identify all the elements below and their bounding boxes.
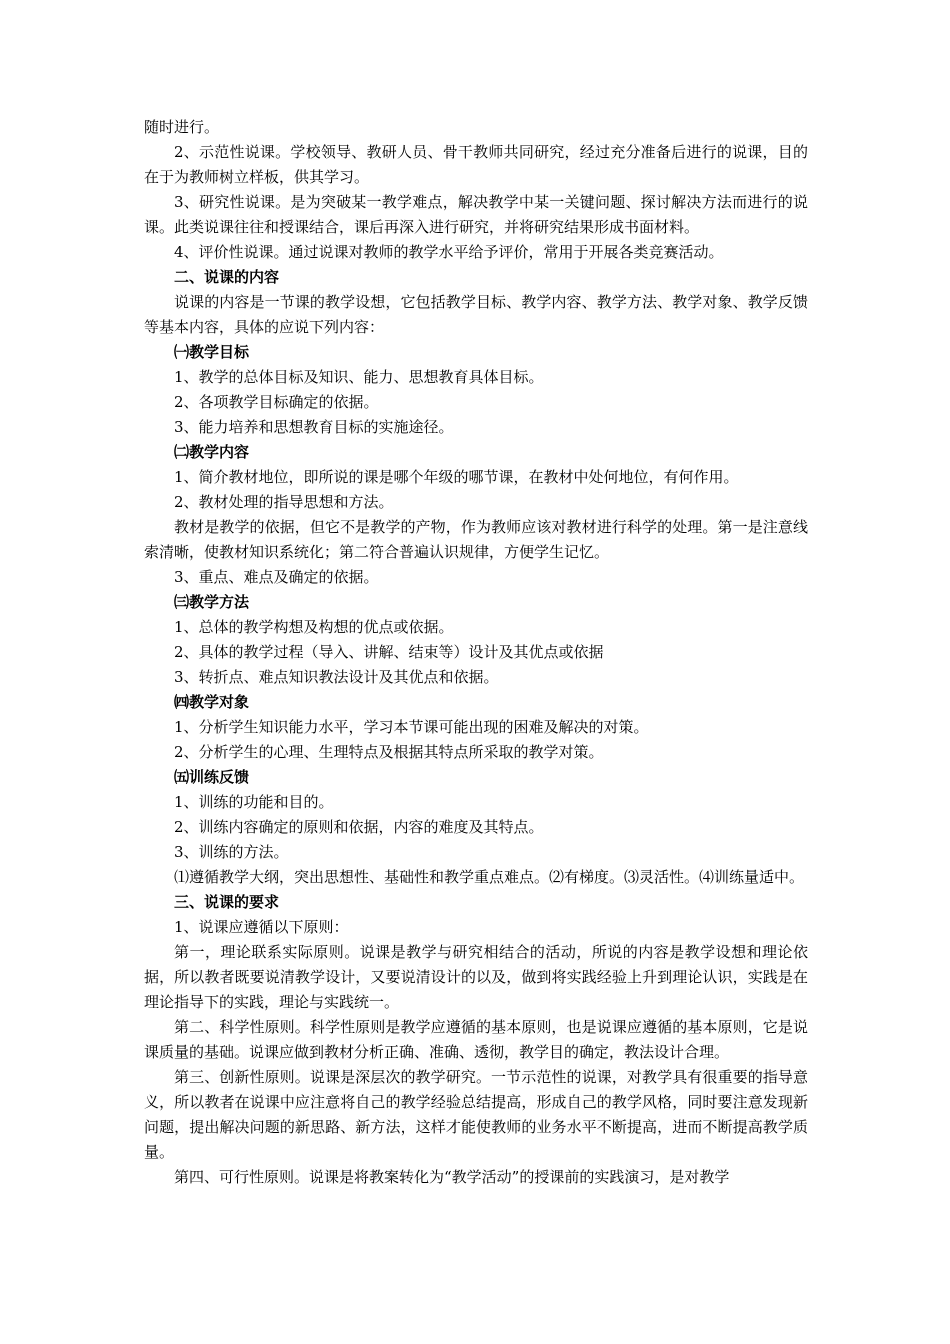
paragraph: 第一，理论联系实际原则。说课是教学与研究相结合的活动，所说的内容是教学设想和理论依据，所以教者既要说清教学设计，又要说清设计的以及，做到将实践经验上升到理论认识，实践是在理论指导下的实践，理论与实践统一。	[144, 943, 808, 1011]
paragraph: 4、评价性说课。通过说课对教师的教学水平给予评价，常用于开展各类竞赛活动。	[174, 243, 724, 261]
paragraph: 第四、可行性原则。说课是将教案转化为“教学活动”的授课前的实践演习，是对教学	[174, 1168, 730, 1186]
document-page	[144, 115, 808, 1190]
list-item: 3、转折点、难点知识教法设计及其优点和依据。	[174, 668, 499, 686]
list-item: 3、重点、难点及确定的依据。	[174, 568, 379, 586]
subsection-heading: ㈠教学目标	[174, 343, 250, 361]
subsection-heading: ㈢教学方法	[174, 593, 250, 611]
list-item: 2、训练内容确定的原则和依据，内容的难度及其特点。	[174, 818, 544, 836]
paragraph: 2、示范性说课。学校领导、教研人员、骨干教师共同研究，经过充分准备后进行的说课，目的在于为教师树立样板，供其学习。	[144, 143, 808, 186]
section-heading: 二、说课的内容	[174, 268, 280, 286]
subsection-heading: ㈡教学内容	[174, 443, 250, 461]
list-item: 2、各项教学目标确定的依据。	[174, 393, 379, 411]
list-item: 2、教材处理的指导思想和方法。	[174, 493, 394, 511]
paragraph: 说课的内容是一节课的教学设想，它包括教学目标、教学内容、教学方法、教学对象、教学反馈等基本内容，具体的应说下列内容：	[144, 293, 808, 336]
subsection-heading: ㈤训练反馈	[174, 768, 250, 786]
list-item: 1、简介教材地位，即所说的课是哪个年级的哪节课，在教材中处何地位，有何作用。	[174, 468, 739, 486]
list-item: 1、训练的功能和目的。	[174, 793, 334, 811]
list-item: 1、说课应遵循以下原则：	[174, 918, 349, 936]
list-item: 2、分析学生的心理、生理特点及根据其特点所采取的教学对策。	[174, 743, 604, 761]
section-heading: 三、说课的要求	[174, 893, 280, 911]
paragraph: ⑴遵循教学大纲，突出思想性、基础性和教学重点难点。⑵有梯度。⑶灵活性。⑷训练量适中。	[174, 868, 805, 886]
list-item: 1、分析学生知识能力水平，学习本节课可能出现的困难及解决的对策。	[174, 718, 649, 736]
paragraph: 3、研究性说课。是为突破某一教学难点，解决教学中某一关键问题、探讨解决方法而进行的说课。此类说课往往和授课结合，课后再深入进行研究，并将研究结果形成书面材料。	[144, 193, 808, 236]
list-item: 1、总体的教学构想及构想的优点或依据。	[174, 618, 454, 636]
paragraph: 第二、科学性原则。科学性原则是教学应遵循的基本原则，也是说课应遵循的基本原则，它是说课质量的基础。说课应做到教材分析正确、准确、透彻，教学目的确定，教法设计合理。	[144, 1018, 808, 1061]
paragraph: 随时进行。	[144, 118, 220, 136]
paragraph: 教材是教学的依据，但它不是教学的产物，作为教师应该对教材进行科学的处理。第一是注意线索清晰，使教材知识系统化；第二符合普遍认识规律，方便学生记忆。	[144, 518, 808, 561]
paragraph: 第三、创新性原则。说课是深层次的教学研究。一节示范性的说课，对教学具有很重要的指导意义，所以教者在说课中应注意将自己的教学经验总结提高，形成自己的教学风格，同时要注意发现新问题，提出解决问题的新思路、新方法，这样才能使教师的业务水平不断提高，进而不断提高教学质量。	[144, 1068, 808, 1161]
subsection-heading: ㈣教学对象	[174, 693, 250, 711]
list-item: 3、训练的方法。	[174, 843, 289, 861]
list-item: 1、教学的总体目标及知识、能力、思想教育具体目标。	[174, 368, 544, 386]
list-item: 2、具体的教学过程（导入、讲解、结束等）设计及其优点或依据	[174, 643, 604, 661]
list-item: 3、能力培养和思想教育目标的实施途径。	[174, 418, 454, 436]
